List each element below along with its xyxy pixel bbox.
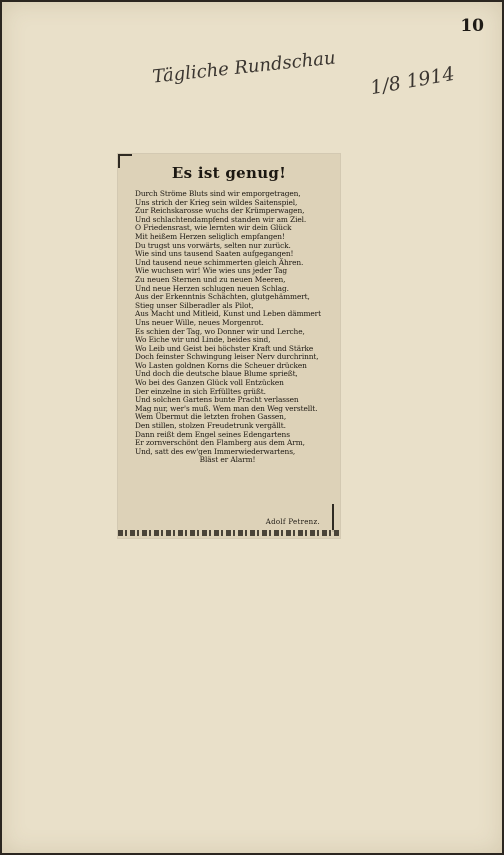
- poem-line: Und, satt des ew'gen Immerwiederwartens,: [135, 446, 296, 456]
- poem-line: Du trugst uns vorwärts, selten nur zurück.: [135, 240, 291, 250]
- poem-line: Und doch die deutsche blaue Blume sprießt,: [135, 369, 298, 379]
- poem-line: Den stillen, stolzen Freudetrunk vergällt.: [135, 421, 286, 431]
- poem-line: Wie sind uns tausend Saaten aufgegangen!: [135, 249, 294, 259]
- poem-line: Uns strich der Krieg sein wildes Saitenspiel,: [135, 197, 298, 207]
- poem-line: Mit heißem Herzen seliglich empfangen!: [135, 231, 285, 241]
- poem-line: Uns neuer Wille, neues Morgenrot.: [135, 317, 264, 327]
- poem-line: Und schlachtendampfend standen wir am Ziel.: [135, 214, 307, 224]
- page-number: 10: [460, 16, 484, 36]
- poem-line: Der einzelne in sich Erfülltes grüßt.: [135, 386, 266, 396]
- poem-line: Und neue Herzen schlugen neuen Schlag.: [135, 283, 289, 293]
- poem-line: Wo Eiche wir und Linde, beides sind,: [135, 335, 271, 345]
- poem-author: Adolf Petrenz.: [265, 518, 320, 526]
- poem-line: Wo Lasten goldnen Korns die Scheuer drücken: [135, 360, 307, 370]
- poem-line: Doch feinster Schwingung leiser Nerv durchrinnt,: [135, 352, 319, 362]
- poem-line: Wo Leib und Geist bei höchster Kraft und Stärke: [135, 343, 314, 353]
- poem-body: [135, 190, 340, 465]
- poem-line: Zur Reichskarosse wuchs der Krümperwagen,: [135, 206, 305, 216]
- ornamental-rule: [118, 530, 340, 536]
- poem-line: Aus der Erkenntnis Schächten, glutgehämmert,: [135, 292, 310, 302]
- poem-line: Wem Übermut die letzten frohen Gassen,: [135, 412, 287, 422]
- poem-line: O Friedensrast, wie lernten wir dein Glück: [135, 223, 292, 233]
- handwritten-source-note: Tägliche Rundschau: [151, 47, 337, 88]
- poem-line: Und tausend neue schimmerten gleich Ähren.: [135, 257, 304, 267]
- poem-line: Aus Macht und Mitleid, Kunst und Leben dämmert: [135, 309, 321, 319]
- poem-line: Wie wuchsen wir! Wie wies uns jeder Tag: [135, 266, 288, 276]
- poem-line: Dann reißt dem Engel seines Edengartens: [135, 429, 290, 439]
- poem-line: Es schien der Tag, wo Donner wir und Lerche,: [135, 326, 305, 336]
- poem-title: Es ist genug!: [171, 164, 287, 182]
- poem-line: Wo bei des Ganzen Glück voll Entzücken: [135, 378, 284, 388]
- clipping-border-mark: [118, 154, 132, 156]
- poem-line: Stieg unser Silberadler als Pilot,: [135, 300, 254, 310]
- poem-line: Er zornverschönt den Flamberg aus dem Arm,: [135, 438, 305, 448]
- poem-line: Bläst er Alarm!: [199, 455, 256, 465]
- newspaper-clipping: [118, 154, 340, 538]
- poem-line: Und solchen Gartens bunte Pracht verlassen: [135, 395, 299, 405]
- poem-line: Zu neuen Sternen und zu neuen Meeren,: [135, 274, 286, 284]
- clipping-border-mark: [332, 504, 334, 532]
- handwritten-date-note: 1/8 1914: [368, 62, 457, 100]
- poem-line: Mag nur, wer's muß. Wem man den Weg verstellt.: [135, 403, 318, 413]
- poem-line: Durch Ströme Bluts sind wir emporgetragen,: [135, 189, 301, 198]
- document-sheet: [2, 2, 502, 853]
